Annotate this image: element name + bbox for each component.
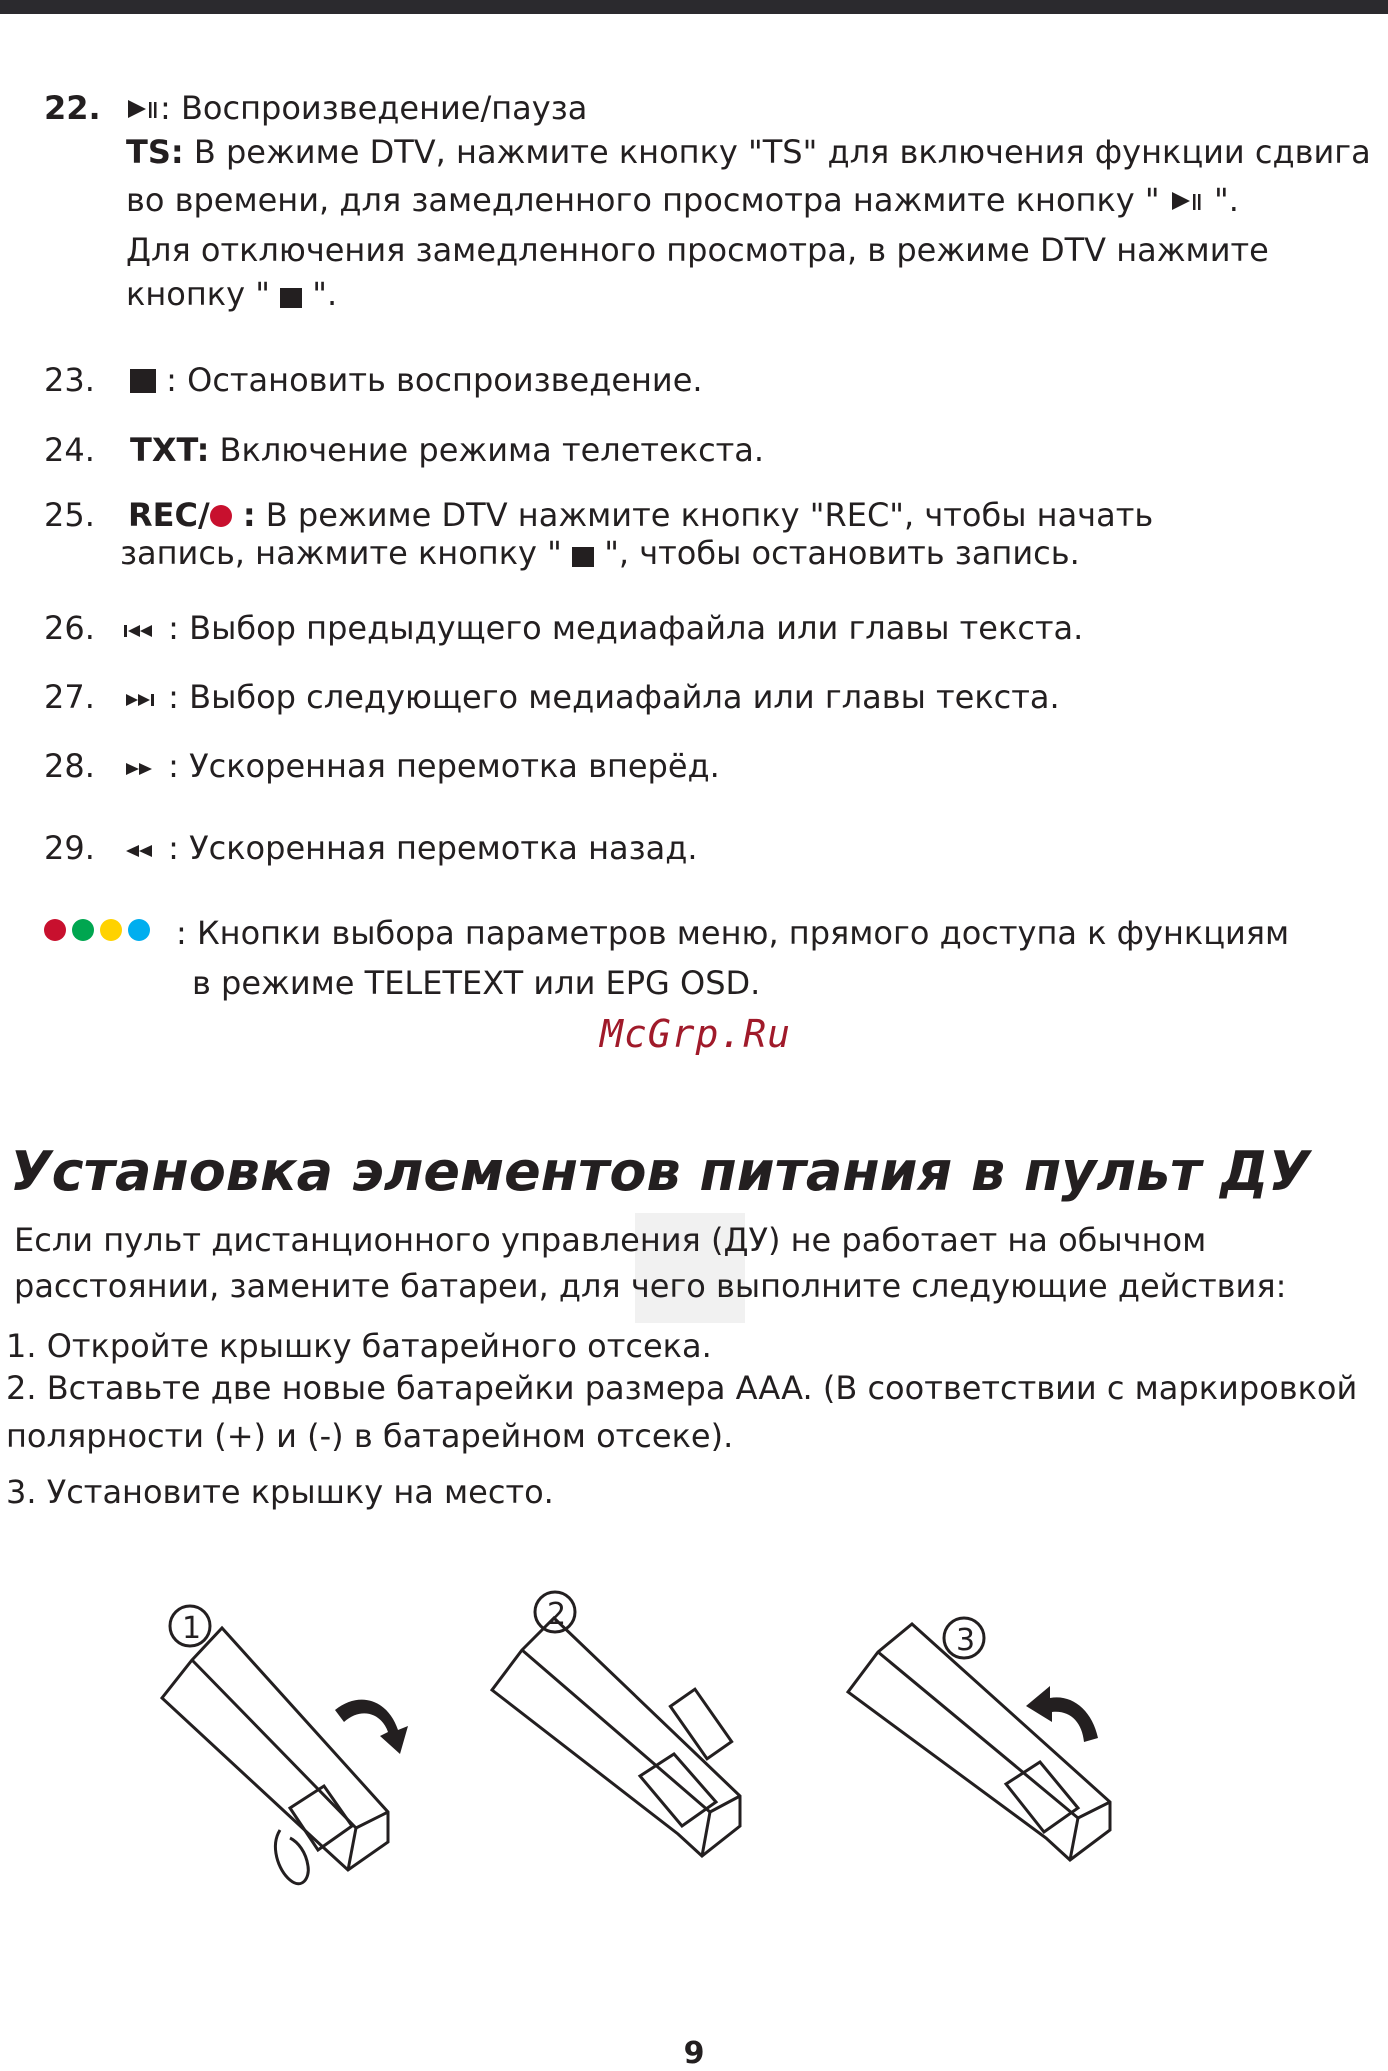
rec-description: В режиме DTV нажмите кнопку "REC", чтобы начать <box>255 496 1154 534</box>
fast-forward-description: : Ускоренная перемотка вперёд. <box>158 747 720 785</box>
stop-description: : Остановить воспроизведение. <box>156 361 703 399</box>
item-22-line-1 <box>126 86 587 132</box>
remote-step-3 <box>848 1624 1110 1860</box>
rec-label: REC/ <box>128 496 210 534</box>
remote-step-1 <box>162 1628 388 1884</box>
stop-icon-rec <box>572 547 594 567</box>
item-26-text <box>122 606 1083 652</box>
item-28-text <box>122 744 720 790</box>
rec-colon: : <box>231 496 256 534</box>
section-intro-2: расстоянии, замените батареи, для чего выполните следующие действия: <box>14 1267 1287 1305</box>
item-number-24: 24. <box>44 431 95 469</box>
step-2-line-1: 2. Вставьте две новые батарейки размера AAA. (В соответствии с маркировкой <box>6 1369 1358 1407</box>
item-29-text <box>122 826 698 872</box>
stop-icon <box>130 369 156 393</box>
txt-label: TXT: <box>130 431 210 469</box>
green-button-icon <box>72 919 94 941</box>
item-25-line-2 <box>120 531 1080 575</box>
color-buttons-description-2: в режиме TELETEXT или EPG OSD. <box>192 964 761 1002</box>
ts-description: В режиме DTV, нажмите кнопку "TS" для включения функции сдвига <box>183 133 1371 171</box>
ts-off-text-a: кнопку " <box>126 275 281 313</box>
yellow-button-icon <box>100 919 122 941</box>
open-arrow-icon <box>335 1700 408 1754</box>
item-number-28: 28. <box>44 747 95 785</box>
item-number-23: 23. <box>44 361 95 399</box>
battery-installation-illustration <box>130 1580 1130 1910</box>
rec-description-cont-a: запись, нажмите кнопку " <box>120 534 573 572</box>
step-2-line-2: полярности (+) и (-) в батарейном отсеке). <box>6 1417 734 1455</box>
item-number-25: 25. <box>44 496 95 534</box>
item-22-line-3 <box>126 178 1239 224</box>
item-22-line-5 <box>126 272 337 316</box>
red-button-icon <box>44 919 66 941</box>
fast-forward-icon <box>122 746 158 790</box>
step-1: 1. Откройте крышку батарейного отсека. <box>6 1327 712 1365</box>
step-label-3: 3 <box>956 1623 976 1658</box>
item-24-text <box>130 428 764 472</box>
txt-description: Включение режима телетекста. <box>209 431 765 469</box>
previous-track-description: : Выбор предыдущего медиафайла или главы текста. <box>158 609 1084 647</box>
top-border <box>0 0 1388 14</box>
page-number: 9 <box>683 2036 705 2071</box>
section-intro-1: Если пульт дистанционного управления (ДУ) не работает на обычном <box>14 1221 1207 1259</box>
ts-description-cont-b: ". <box>1203 181 1239 219</box>
rewind-description: : Ускоренная перемотка назад. <box>158 829 698 867</box>
watermark: McGrp.Ru <box>600 1012 792 1056</box>
remote-step-2 <box>492 1618 740 1856</box>
blue-button-icon <box>128 919 150 941</box>
item-number-26: 26. <box>44 609 95 647</box>
section-title: Установка элементов питания в пульт ДУ <box>10 1140 1310 1203</box>
rec-description-cont-b: ", чтобы остановить запись. <box>594 534 1080 572</box>
step-label-2: 2 <box>547 1597 567 1632</box>
item-number-27: 27. <box>44 678 95 716</box>
record-dot-icon <box>210 505 232 527</box>
play-pause-icon-inline <box>1170 180 1204 224</box>
play-pause-icon <box>126 88 160 132</box>
color-buttons-description-1: : Кнопки выбора параметров меню, прямого доступа к функциям <box>176 914 1290 952</box>
close-arrow-icon <box>1026 1686 1098 1742</box>
ts-description-cont-a: во времени, для замедленного просмотра нажмите кнопку " <box>126 181 1170 219</box>
ts-label: TS: <box>126 133 184 171</box>
stop-icon-inline <box>280 288 302 308</box>
item-22-line-4: Для отключения замедленного просмотра, в режиме DTV нажмите <box>126 231 1269 269</box>
item-27-text <box>122 675 1060 721</box>
item-number-22: 22. <box>44 89 101 127</box>
item-23-text <box>130 358 703 402</box>
next-track-icon <box>122 677 158 721</box>
previous-track-icon <box>122 608 158 652</box>
ts-off-text-b: ". <box>302 275 338 313</box>
rewind-icon <box>122 828 158 872</box>
play-pause-description: : Воспроизведение/пауза <box>160 89 588 127</box>
next-track-description: : Выбор следующего медиафайла или главы текста. <box>158 678 1060 716</box>
step-label-1: 1 <box>182 1611 202 1646</box>
color-buttons-icons <box>44 919 156 944</box>
item-number-29: 29. <box>44 829 95 867</box>
step-3: 3. Установите крышку на место. <box>6 1473 554 1511</box>
item-22-line-2 <box>126 130 1371 174</box>
